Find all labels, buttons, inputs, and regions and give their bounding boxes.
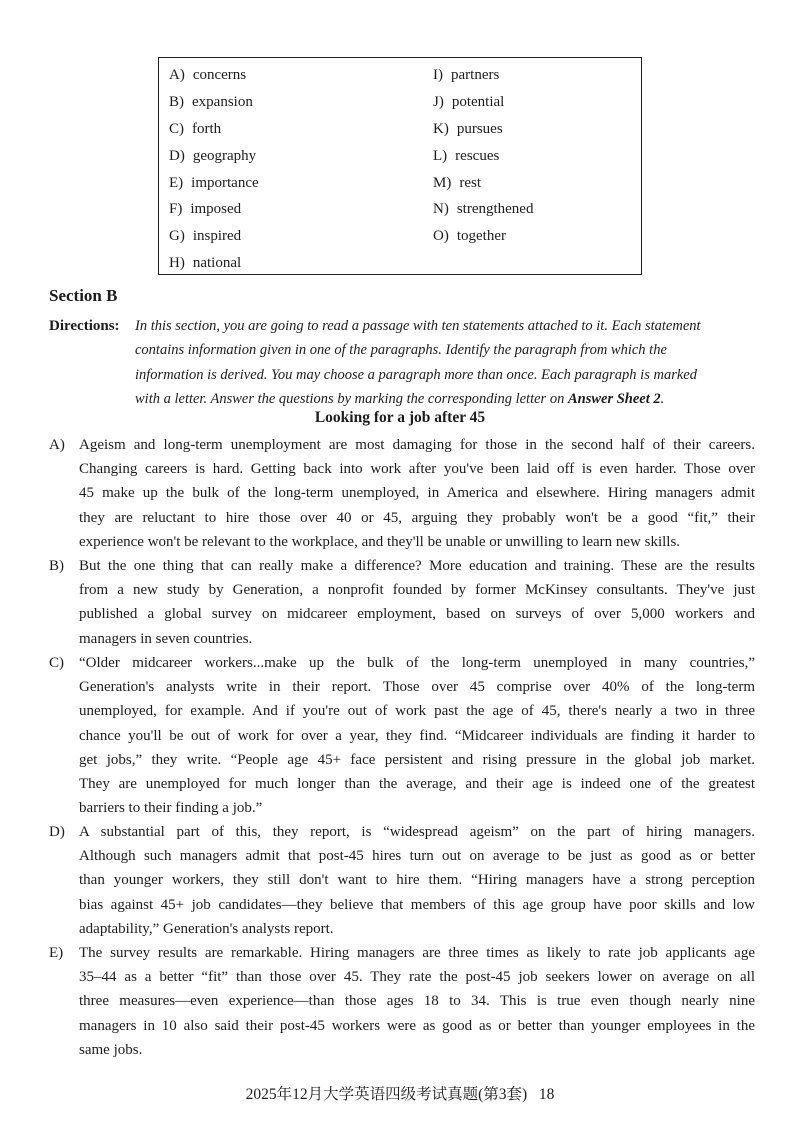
paragraph-a bbox=[49, 433, 755, 554]
word-bank-item bbox=[169, 146, 259, 173]
paragraph-line: managers in 10 also said their post-45 workers were as good as or better than younger employees in the bbox=[79, 1017, 755, 1034]
word-bank-letter: D) bbox=[169, 147, 185, 164]
word-bank-word: potential bbox=[451, 93, 505, 110]
word-bank-word: concerns bbox=[192, 67, 247, 83]
paragraph-line: Changing careers is hard. Getting back into work after you've been laid off is even harder. Those over bbox=[79, 461, 755, 478]
paragraph-line: barriers to their finding a job.” bbox=[79, 800, 263, 817]
paragraph-line: Generation's analysts write in their report. Those over 45 comprise over 40% of the long-term bbox=[79, 679, 755, 696]
paragraph-e bbox=[49, 941, 755, 1062]
directions-line: In this section, you are going to read a passage with ten statements attached to it. Each statement bbox=[135, 318, 701, 334]
answer-sheet-emphasis: Answer Sheet 2 bbox=[567, 391, 661, 408]
paragraph-d bbox=[49, 820, 755, 941]
word-bank-item bbox=[169, 65, 259, 92]
paragraph-c bbox=[49, 651, 755, 820]
word-bank-item bbox=[169, 92, 259, 119]
word-bank-word: strengthened bbox=[456, 201, 534, 218]
directions bbox=[49, 314, 753, 412]
word-bank-letter: F) bbox=[169, 201, 183, 218]
word-bank-word: forth bbox=[192, 120, 222, 137]
page-footer bbox=[0, 1082, 800, 1104]
directions-label: Directions: bbox=[49, 318, 120, 334]
paragraph-line: bias against 45+ job candidates—they believe that members of this age group have poor skills and low bbox=[79, 896, 755, 913]
word-bank-letter: M) bbox=[433, 174, 452, 191]
word-bank-word: expansion bbox=[192, 93, 253, 110]
word-bank-word: inspired bbox=[192, 228, 242, 245]
paragraph-line: experience won't be relevant to the workplace, and they'll be unable or unwilling to learn new skills. bbox=[79, 533, 681, 550]
paragraph-line: But the one thing that can really make a difference? More education and training. These are the results bbox=[79, 558, 755, 574]
word-bank-letter: G) bbox=[169, 228, 185, 245]
paragraph-line: A substantial part of this, they report, is “widespread ageism” on the part of hiring managers. bbox=[79, 824, 755, 840]
word-bank-letter: J) bbox=[433, 93, 444, 110]
paragraph-line: chance you'll be out of work for over a year, they find. “Midcareer individuals are finding it harder to bbox=[79, 727, 755, 744]
word-bank-word: national bbox=[192, 255, 242, 272]
word-bank-item bbox=[169, 226, 259, 253]
word-bank-letter: B) bbox=[169, 93, 184, 110]
word-bank-word: importance bbox=[191, 174, 259, 191]
paragraph-label: A) bbox=[49, 437, 65, 453]
word-bank-word: imposed bbox=[190, 201, 242, 218]
word-bank-item bbox=[433, 146, 533, 173]
word-bank-left-column bbox=[169, 65, 259, 280]
paragraph-line: same jobs. bbox=[79, 1041, 143, 1058]
paragraph-line: managers in seven countries. bbox=[79, 630, 253, 647]
word-bank-letter: K) bbox=[433, 120, 449, 137]
word-bank-word: partners bbox=[451, 67, 500, 83]
word-bank-word: rescues bbox=[455, 147, 500, 164]
paragraph-line: Ageism and long-term unemployment are most damaging for those in the second half of their careers. bbox=[79, 437, 755, 453]
word-bank-word: geography bbox=[192, 147, 257, 164]
paragraph-line: They are unemployed for much longer than the average, and their age is indeed one of the greatest bbox=[79, 776, 755, 793]
paragraph-line: “Older midcareer workers...make up the bulk of the long-term unemployed in many countries,” bbox=[79, 655, 755, 671]
word-bank-item bbox=[169, 253, 259, 280]
directions-end: . bbox=[660, 391, 665, 408]
word-bank-letter: I) bbox=[433, 67, 443, 83]
paragraph-line: three measures—even experience—than those ages 18 to 34. This is true even though nearly nine bbox=[79, 993, 755, 1010]
footer-title: 2025年12月大学英语四级考试真题(第3套) bbox=[245, 1086, 528, 1103]
word-bank-letter: E) bbox=[169, 174, 184, 191]
paragraph-b bbox=[49, 554, 755, 651]
directions-line: contains information given in one of the paragraphs. Identify the paragraph from which the bbox=[135, 342, 667, 359]
word-bank-box bbox=[158, 57, 642, 275]
word-bank-letter: A) bbox=[169, 67, 185, 83]
word-bank-item bbox=[433, 173, 533, 200]
paragraph-line: published a global survey on midcareer employment, based on surveys of over 5,000 workers and bbox=[79, 606, 755, 623]
paragraph-label: E) bbox=[49, 945, 64, 961]
word-bank-letter: O) bbox=[433, 228, 449, 245]
word-bank-item bbox=[433, 65, 533, 92]
directions-line: with a letter. Answer the questions by marking the corresponding letter on bbox=[135, 391, 565, 408]
word-bank-letter: C) bbox=[169, 120, 184, 137]
word-bank-item bbox=[169, 119, 259, 146]
paragraph-line: unemployed, for example. And if you're out of work past the age of 45, there's nearly a two in three bbox=[79, 703, 755, 720]
paragraph-label: C) bbox=[49, 655, 64, 671]
passage-title: Looking for a job after 45 bbox=[314, 409, 486, 426]
word-bank-word: together bbox=[456, 228, 506, 245]
word-bank-item bbox=[169, 199, 259, 226]
paragraph-line: they are reluctant to hire those over 40 or 45, arguing they probably won't be a good “fit,” their bbox=[79, 509, 755, 526]
directions-line: information is derived. You may choose a paragraph more than once. Each paragraph is marked bbox=[135, 366, 697, 383]
paragraph-label: B) bbox=[49, 558, 64, 574]
paragraph-line: 35–44 as a better “fit” than those over 45. They rate the post-45 job seekers lower on average on all bbox=[79, 969, 755, 986]
paragraph-line: get jobs,” they write. “People age 45+ face persistent and rising pressure in the global job market. bbox=[79, 751, 755, 768]
section-title: Section B bbox=[49, 286, 118, 305]
word-bank-item bbox=[433, 92, 533, 119]
word-bank-letter: N) bbox=[433, 201, 449, 218]
word-bank-item bbox=[169, 173, 259, 200]
paragraph-line: from a new study by Generation, a nonprofit founded by former McKinsey consultants. They've just bbox=[79, 582, 755, 599]
paragraph-line: 45 make up the bulk of the long-term unemployed, in America and elsewhere. Hiring managers admit bbox=[79, 485, 755, 502]
word-bank-item bbox=[433, 199, 533, 226]
paragraph-line: The survey results are remarkable. Hiring managers are three times as likely to rate job applicants age bbox=[79, 945, 755, 961]
word-bank-word: pursues bbox=[456, 120, 503, 137]
paragraph-label: D) bbox=[49, 824, 65, 840]
word-bank-word: rest bbox=[459, 174, 482, 191]
word-bank-letter: L) bbox=[433, 147, 448, 164]
word-bank-item bbox=[433, 226, 533, 253]
paragraph-line: adaptability,” Generation's analysts report. bbox=[79, 920, 334, 937]
paragraph-line: Although such managers admit that post-45 hires turn out on average to be just as good as or better bbox=[79, 848, 755, 865]
word-bank-right-column bbox=[433, 65, 533, 253]
word-bank-item bbox=[433, 119, 533, 146]
paragraph-line: than younger workers, they still don't want to hire them. “Hiring managers have a strong perception bbox=[79, 872, 755, 889]
word-bank-letter: H) bbox=[169, 255, 185, 272]
page-number: 18 bbox=[538, 1086, 555, 1103]
